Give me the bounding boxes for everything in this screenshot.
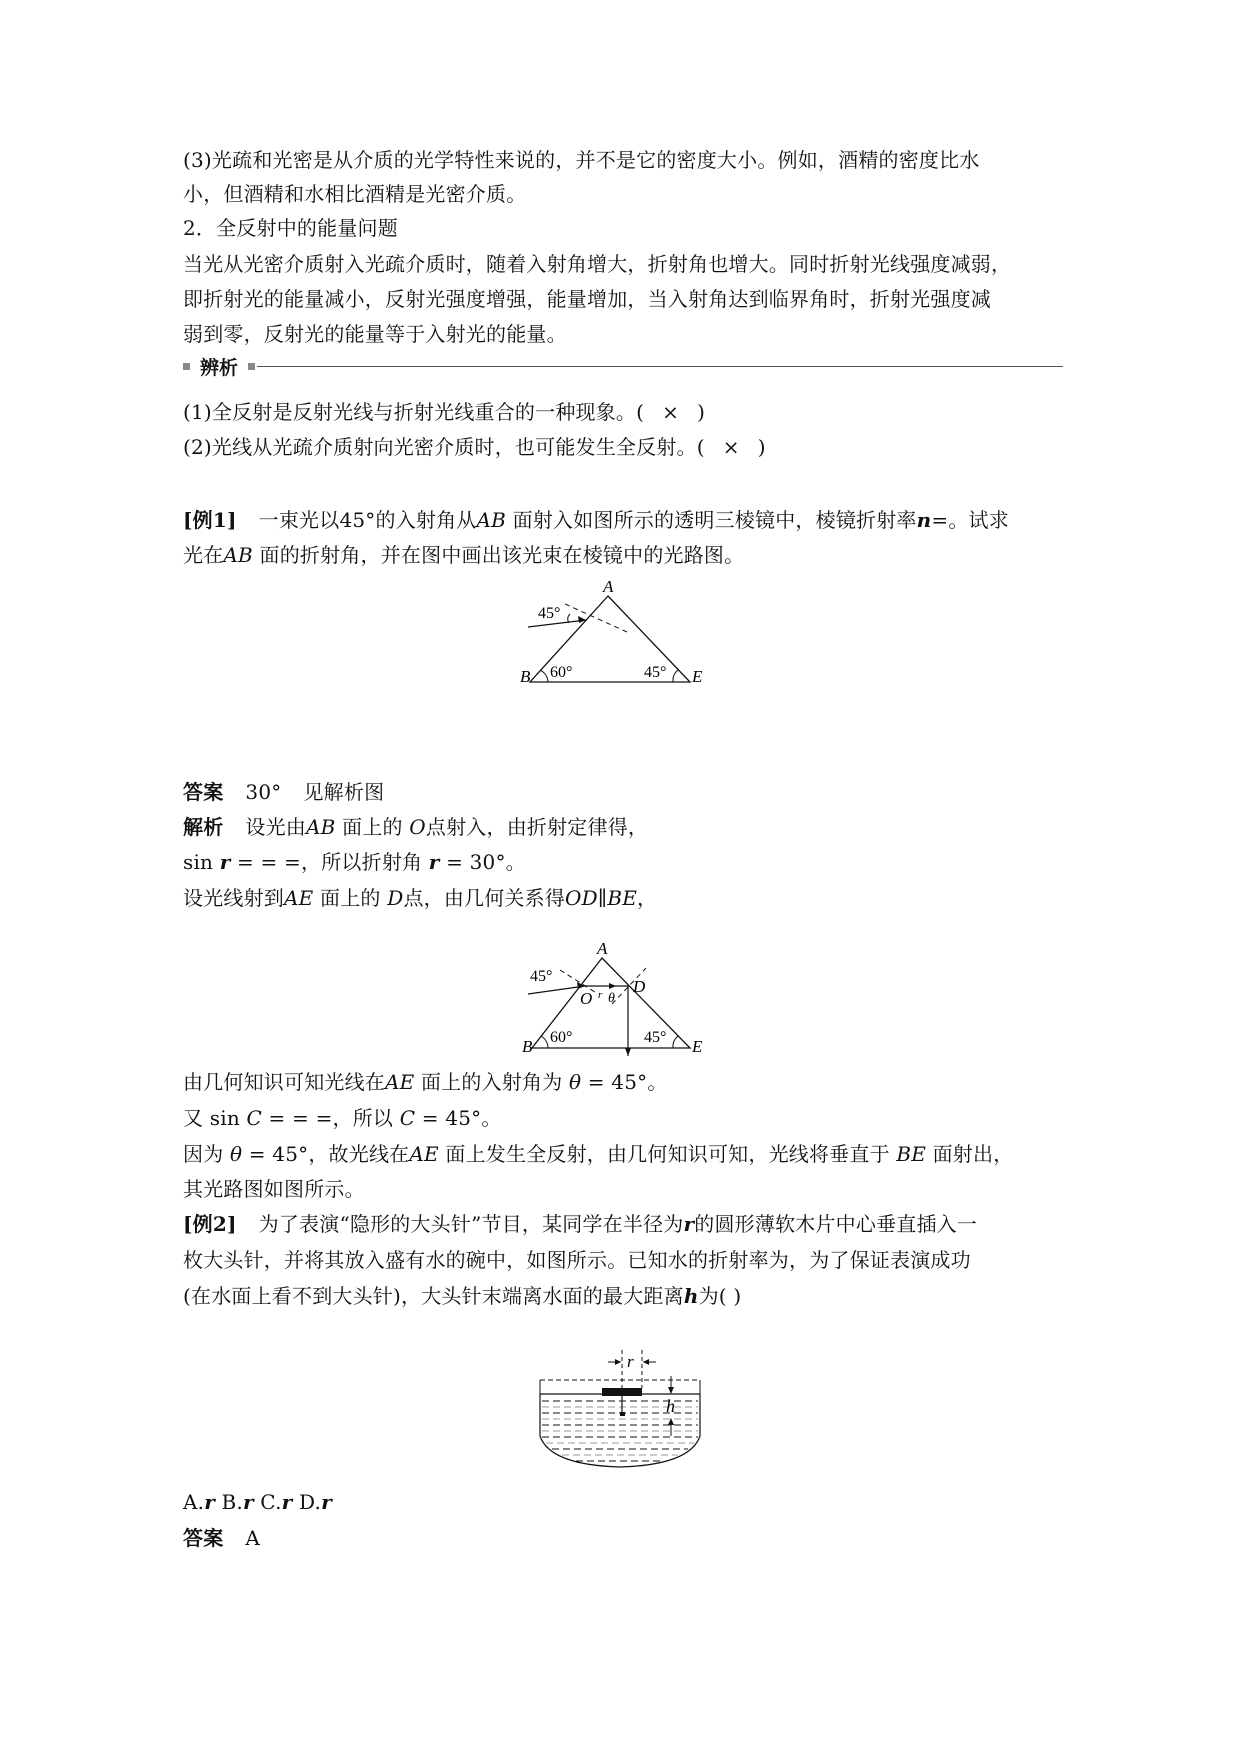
option-a: A.r [183,1490,215,1514]
bullet-square-icon [183,363,190,370]
example-1-analysis-line-2: sin r = = =，所以折射角 r = 30°。 [183,850,526,874]
answer-label: 答案 [183,1526,224,1550]
point-3-line-2: 小，但酒精和水相比酒精是光密介质。 [183,182,527,206]
section-heading-energy: 2．全反射中的能量问题 [183,216,398,240]
point-label-o: O [580,989,593,1008]
example-1-analysis-line-1: 解析 设光由AB 面上的 O点射入，由折射定律得， [183,815,649,839]
example-1-question-line-2: 光在AB 面的折射角，并在图中画出该光束在棱镜中的光路图。 [183,543,745,567]
example-2-answer: 答案 A [183,1526,261,1550]
depth-label: h [666,1396,675,1416]
point-label-d: D [633,977,646,996]
energy-paragraph-line-1: 当光从光密介质射入光疏介质时，随着入射角增大，折射角也增大。同时折射光线强度减弱， [183,252,1012,276]
example-1-question-line-1: [例1] 一束光以45°的入射角从AB 面射入如图所示的透明三棱镜中，棱镜折射率n=。试求 [183,508,1009,532]
example-1-analysis-line-5: 又 sin C = = =，所以 C = 45°。 [183,1106,502,1130]
prism-diagram-2 [520,936,720,1056]
example-2-question-line-3: (在水面上看不到大头针)，大头针末端离水面的最大距离h为( ) [183,1284,742,1308]
bowl-diagram [520,1340,720,1470]
vertex-label-a: A [597,939,608,958]
option-d: D.r [298,1490,332,1514]
discrimination-label: 辨析 [200,356,239,379]
cross-mark-icon: × [662,400,680,424]
example-1-analysis-line-6: 因为 θ = 45°，故光线在AE 面上发生全反射，由几何知识可知，光线将垂直于 BE 面射出， [183,1142,1014,1166]
vertex-label-a: A [603,577,614,596]
analysis-label: 解析 [183,815,224,839]
discrimination-item-1: (1)全反射是反射光线与折射光线重合的一种现象。( × ) [183,400,706,424]
point-3-line-1: (3)光疏和光密是从介质的光学特性来说的，并不是它的密度大小。例如，酒精的密度比水 [183,148,980,172]
bullet-square-icon [248,363,255,370]
example-1-analysis-line-4: 由几何知识可知光线在AE 面上的入射角为 θ = 45°。 [183,1070,668,1094]
example-2-question-line-1: [例2] 为了表演“隐形的大头针”节目，某同学在半径为r的圆形薄软木片中心垂直插入一 [183,1212,978,1236]
vertex-label-e: E [692,667,703,684]
example-2-options [183,1488,332,1516]
option-c: C.r [260,1490,293,1514]
example-2-tag: [例2] [183,1212,237,1236]
energy-paragraph-line-3: 弱到零，反射光的能量等于入射光的能量。 [183,322,567,346]
discrimination-item-2: (2)光线从光疏介质射向光密介质时，也可能发生全反射。( × ) [183,435,766,459]
refraction-angle-label: r [598,989,603,1001]
answer-label: 答案 [183,780,224,804]
vertex-label-b: B [520,667,531,684]
angle-e-label: 45° [644,664,667,681]
radius-label: r [627,1352,634,1371]
example-1-answer: 答案 30° 见解析图 [183,780,385,804]
theta-angle-label: θ [608,991,615,1006]
vertex-label-b: B [522,1037,533,1056]
cross-mark-icon: × [722,435,740,459]
angle-b-label: 60° [550,664,573,681]
divider-rule [257,366,1063,367]
example-1-tag: [例1] [183,508,237,532]
example-1-analysis-line-7: 其光路图如图所示。 [183,1177,365,1201]
discrimination-section-header [183,354,1063,378]
example-1-analysis-line-3: 设光线射到AE 面上的 D点，由几何关系得OD∥BE， [183,886,658,910]
option-b: B.r [221,1490,254,1514]
angle-b-label: 60° [550,1029,573,1046]
prism-diagram-1 [520,574,720,684]
example-2-question-line-2: 枚大头针，并将其放入盛有水的碗中，如图所示。已知水的折射率为，为了保证表演成功 [183,1248,971,1272]
angle-e-label: 45° [644,1029,667,1046]
energy-paragraph-line-2: 即折射光的能量减小，反射光强度增强，能量增加，当入射角达到临界角时，折射光强度减 [183,287,991,311]
incident-angle-label: 45° [530,968,553,985]
incident-angle-label: 45° [538,605,561,622]
vertex-label-e: E [692,1037,703,1056]
